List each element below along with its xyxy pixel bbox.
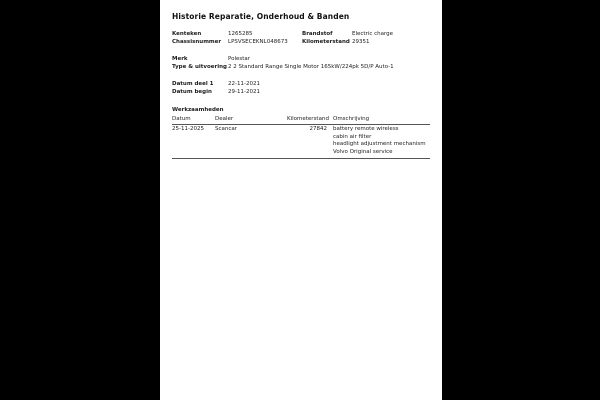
- col-header-kilometerstand: Kilometerstand: [287, 116, 329, 122]
- werkzaamheden-title: Werkzaamheden: [172, 107, 224, 113]
- registration-block: [172, 31, 430, 46]
- kilometerstand-value: 29351: [352, 38, 370, 45]
- row-dealer: Scancar: [215, 126, 238, 132]
- kenteken-value: 1265285: [228, 31, 253, 37]
- col-header-datum: Datum: [172, 116, 191, 122]
- page-title: Historie Reparatie, Onderhoud & Banden: [172, 12, 350, 21]
- datum-begin-label: Datum begin: [172, 88, 212, 95]
- omschrijving-item: cabin air filter: [333, 133, 372, 140]
- row-datum: 25-11-2025: [172, 126, 204, 132]
- omschrijving-item: Volvo Original service: [333, 148, 393, 155]
- kenteken-label: Kenteken: [172, 31, 202, 37]
- type-label: Type & uitvoering: [172, 63, 227, 70]
- werkzaamheden-table: [172, 116, 430, 159]
- datum-deel1-value: 22-11-2021: [228, 81, 260, 87]
- brandstof-value: Electric charge: [352, 31, 394, 37]
- row-kilometerstand: 27842: [309, 126, 327, 132]
- col-header-dealer: Dealer: [215, 116, 234, 122]
- col-header-omschrijving: Omschrijving: [333, 116, 370, 122]
- table-row: [172, 125, 430, 156]
- table-bottom-rule: [172, 158, 430, 159]
- table-header-row: [172, 116, 430, 125]
- type-value: 2 2 Standard Range Single Motor 165kW/224pk 5D/P Auto-1: [228, 63, 394, 70]
- omschrijving-item: battery remote wireless: [333, 126, 399, 132]
- dates-block: [172, 81, 430, 96]
- datum-begin-value: 29-11-2021: [228, 88, 260, 95]
- model-block: [172, 56, 430, 71]
- chassisnummer-value: LPSVSECEKNL048673: [228, 38, 288, 45]
- datum-deel1-label: Datum deel 1: [172, 81, 214, 87]
- chassisnummer-label: Chassisnummer: [172, 38, 222, 45]
- row-omschrijving: [327, 126, 430, 156]
- omschrijving-item: headlight adjustment mechanism: [333, 141, 426, 147]
- kilometerstand-label: Kilometerstand: [302, 38, 350, 45]
- document-page: [160, 0, 442, 400]
- merk-value: Polestar: [228, 56, 251, 62]
- brandstof-label: Brandstof: [302, 31, 333, 37]
- merk-label: Merk: [172, 56, 188, 62]
